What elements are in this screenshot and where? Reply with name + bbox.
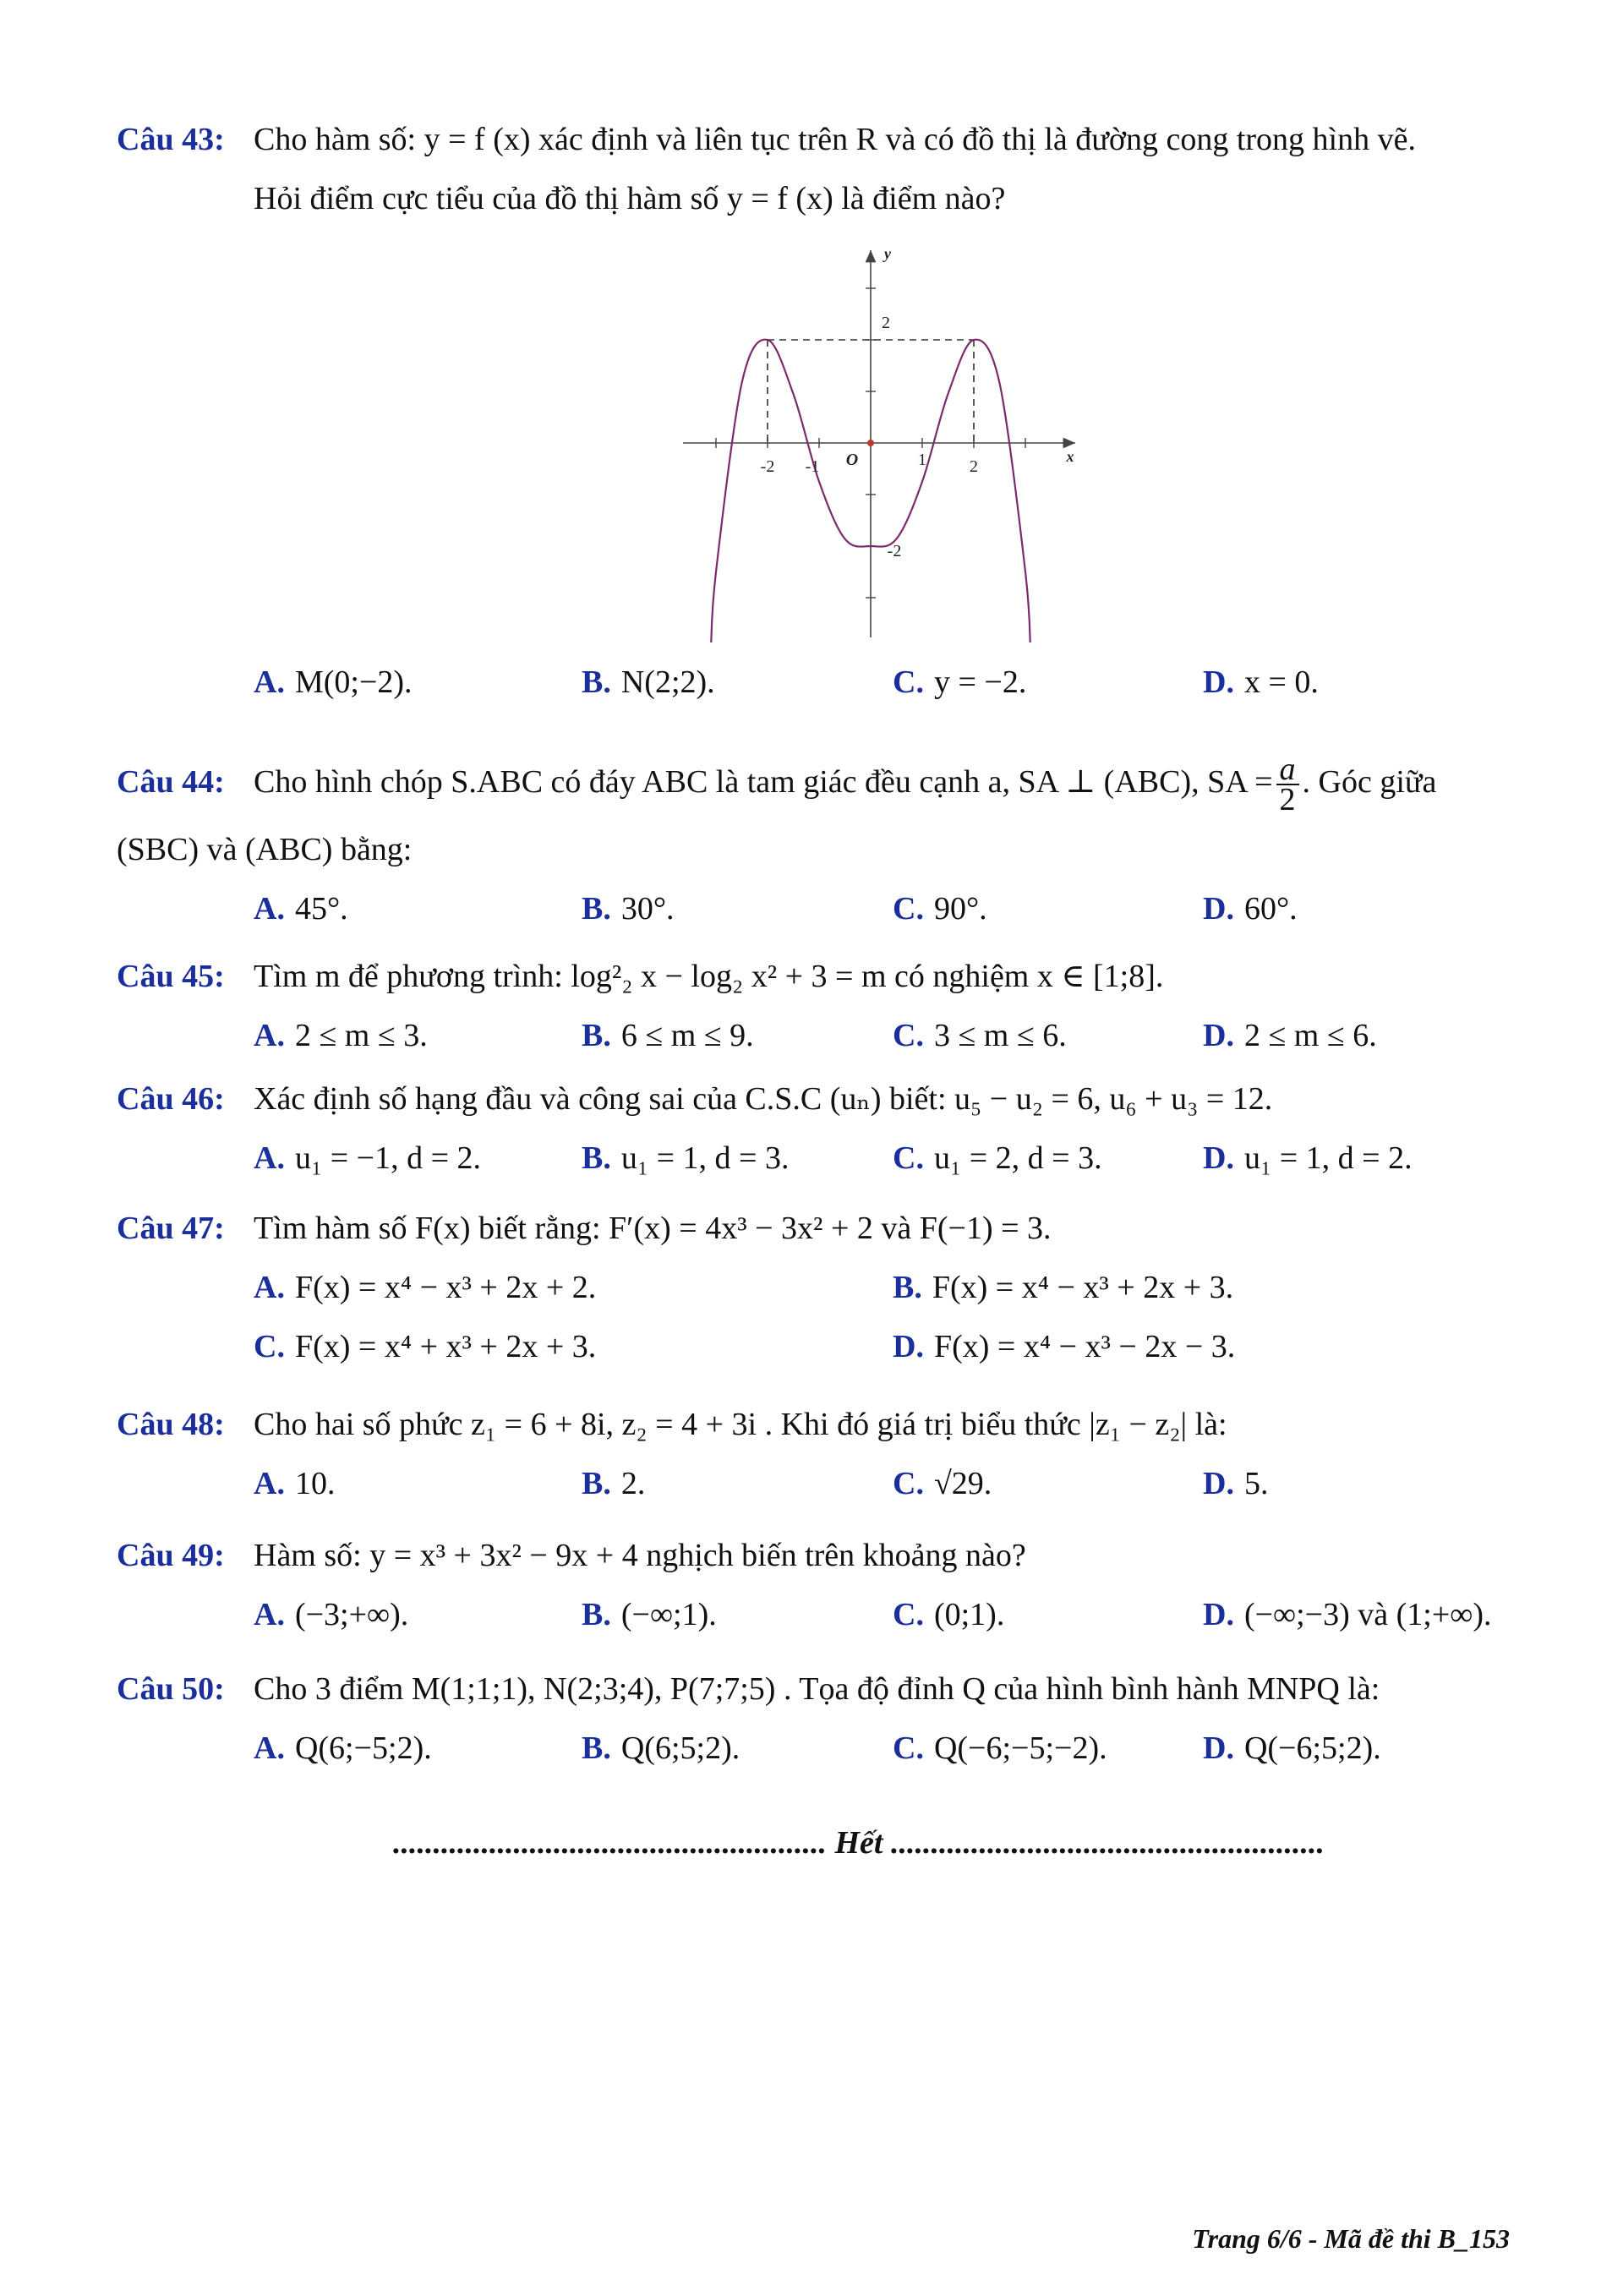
option-text: Q(6;−5;2). [294,1730,432,1766]
option-b[interactable] [582,1585,717,1644]
option-letter: D. [1203,1730,1234,1766]
question-line [117,947,1520,1006]
options-row [117,1585,1520,1644]
option-c[interactable] [893,879,987,938]
option-text: N(2;2). [620,664,715,700]
option-letter: B. [582,664,611,700]
question-text: Tìm m để phương trình: log²₂ x − log₂ x² + 3 = m có nghiệm x ∈ [1;8]. [254,959,1164,994]
option-d[interactable] [1203,1719,1381,1778]
question-line [117,1395,1520,1454]
question-line [117,1069,1520,1129]
question-43 [117,110,1520,228]
question-label: Câu 49: [117,1538,225,1573]
question-line [117,820,1520,879]
option-c[interactable] [893,1454,992,1513]
option-a[interactable] [254,1129,481,1188]
option-text: 2 ≤ m ≤ 6. [1243,1018,1377,1053]
question-43-options [117,653,1520,712]
fraction [1276,752,1299,818]
option-text: u₁ = −1, d = 2. [294,1140,481,1176]
question-label: Câu 48: [117,1407,225,1442]
option-b[interactable] [582,1719,740,1778]
option-text: M(0;−2). [294,664,413,700]
question-50 [117,1659,1520,1778]
option-letter: B. [582,1466,611,1501]
question-text: Cho hàm số: y = f (x) xác định và liên tục trên R và có đồ thị là đường cong trong hình vẽ. [254,122,1416,157]
option-c[interactable] [893,1585,1004,1644]
question-text: Xác định số hạng đầu và công sai của C.S.C (uₙ) biết: u₅ − u₂ = 6, u₆ + u₃ = 12. [254,1081,1273,1117]
option-b[interactable] [582,1129,789,1188]
option-text: 90°. [933,891,987,927]
option-a[interactable] [254,1454,335,1513]
option-d[interactable] [1203,1454,1268,1513]
option-letter: D. [1203,891,1234,927]
option-text: (−∞;−3) và (1;+∞). [1243,1597,1492,1632]
option-letter: A. [254,891,285,927]
question-label: Câu 44: [117,764,225,800]
option-letter: B. [893,1270,922,1305]
options-row [117,1129,1520,1188]
option-b[interactable] [582,879,675,938]
option-text: 30°. [620,891,675,927]
options-row [117,879,1520,938]
question-44 [117,744,1520,938]
option-text: Q(−6;−5;−2). [933,1730,1107,1766]
option-c[interactable] [893,1719,1107,1778]
option-d[interactable] [893,1317,1235,1376]
options-row [117,653,1520,712]
question-text: Cho 3 điểm M(1;1;1), N(2;3;4), P(7;7;5) . Tọa độ đỉnh Q của hình bình hành MNPQ là: [254,1671,1380,1707]
option-letter: C. [893,891,924,927]
options-row [117,1258,1520,1317]
option-a[interactable] [254,1585,408,1644]
option-letter: A. [254,664,285,700]
option-a[interactable] [254,1258,596,1317]
option-letter: B. [582,1597,611,1632]
option-text: 45°. [294,891,348,927]
option-text: u₁ = 1, d = 3. [620,1140,790,1176]
option-letter: C. [893,1730,924,1766]
question-text: Cho hai số phức z₁ = 6 + 8i, z₂ = 4 + 3i . Khi đó giá trị biểu thức |z₁ − z₂| là: [254,1407,1227,1442]
option-letter: C. [254,1329,285,1364]
option-text: F(x) = x⁴ + x³ + 2x + 3. [294,1329,597,1364]
question-line [117,1526,1520,1585]
option-text: 10. [294,1466,336,1501]
option-text: (−∞;1). [620,1597,717,1632]
x-axis-label: x [1066,448,1074,465]
option-a[interactable] [254,879,348,938]
option-letter: A. [254,1270,285,1305]
question-label: Câu 43: [117,122,225,157]
option-text: 2. [620,1466,646,1501]
question-line [117,110,1520,169]
option-d[interactable] [1203,653,1319,712]
function-graph [676,245,1082,642]
question-label: Câu 50: [117,1671,225,1707]
option-text: x = 0. [1243,664,1319,700]
option-letter: D. [1203,664,1234,700]
question-label: Câu 46: [117,1081,225,1117]
option-text: (0;1). [933,1597,1005,1632]
options-row [117,1454,1520,1513]
option-text: u₁ = 2, d = 3. [933,1140,1102,1176]
options-row [117,1719,1520,1778]
option-text: F(x) = x⁴ − x³ + 2x + 3. [932,1270,1234,1305]
question-text: (SBC) và (ABC) bằng: [117,832,413,867]
question-47 [117,1199,1520,1376]
option-letter: D. [1203,1018,1234,1053]
y-tick-label: -2 [887,542,902,560]
fraction-denominator: 2 [1279,782,1296,818]
question-45 [117,947,1520,1065]
option-text: y = −2. [933,664,1027,700]
x-tick-label: 1 [918,451,926,469]
option-letter: C. [893,1140,924,1176]
question-line [117,1659,1520,1719]
option-c[interactable] [893,653,1026,712]
option-letter: B. [582,891,611,927]
page-footer: Trang 6/6 - Mã đề thi B_153 [1192,2223,1510,2254]
fraction-numerator: a [1276,755,1299,785]
option-text: 5. [1243,1466,1269,1501]
option-b[interactable] [582,1454,645,1513]
option-text: u₁ = 1, d = 2. [1243,1140,1413,1176]
option-text: F(x) = x⁴ − x³ − 2x − 3. [933,1329,1236,1364]
x-tick-label: -1 [805,457,820,476]
x-tick-label: -2 [760,457,775,476]
question-text-part: Cho hình chóp S.ABC có đáy ABC là tam giác đều cạnh a, SA ⊥ (ABC), SA = [254,764,1273,800]
origin-point [867,440,874,446]
y-axis-label: y [884,245,891,262]
question-line [117,744,1520,820]
option-b[interactable] [582,1006,754,1065]
x-tick-label: 2 [970,457,978,476]
origin-label: O [845,451,859,469]
option-letter: D. [1203,1140,1234,1176]
question-label: Câu 45: [117,959,225,994]
y-tick-label: 2 [882,314,890,332]
option-letter: B. [582,1018,611,1053]
option-text: 6 ≤ m ≤ 9. [620,1018,754,1053]
option-letter: C. [893,1466,924,1501]
question-text: Tìm hàm số F(x) biết rằng: F′(x) = 4x³ − 3x² + 2 và F(−1) = 3. [254,1211,1052,1246]
question-text [254,744,1436,820]
option-letter: C. [893,1597,924,1632]
option-b[interactable] [893,1258,1233,1317]
option-letter: A. [254,1597,285,1632]
option-letter: C. [893,1018,924,1053]
question-49 [117,1526,1520,1644]
question-text: Hỏi điểm cực tiểu của đồ thị hàm số y = f (x) là điểm nào? [254,181,1006,216]
option-letter: D. [1203,1466,1234,1501]
option-a[interactable] [254,1006,428,1065]
option-letter: D. [1203,1597,1234,1632]
question-line [117,169,1520,228]
option-d[interactable] [1203,1129,1413,1188]
option-letter: B. [582,1140,611,1176]
option-letter: B. [582,1730,611,1766]
option-text: Q(6;5;2). [620,1730,740,1766]
option-a[interactable] [254,653,413,712]
option-b[interactable] [582,653,715,712]
option-text: 3 ≤ m ≤ 6. [933,1018,1067,1053]
option-letter: C. [893,664,924,700]
option-text: √29. [933,1466,992,1501]
option-text: F(x) = x⁴ − x³ + 2x + 2. [294,1270,597,1305]
question-48 [117,1395,1520,1513]
option-a[interactable] [254,1719,432,1778]
option-letter: A. [254,1466,285,1501]
question-text-part: . Góc giữa [1302,764,1437,800]
option-letter: A. [254,1018,285,1053]
option-text: Q(−6;5;2). [1243,1730,1381,1766]
option-d[interactable] [1203,879,1298,938]
question-text: Hàm số: y = x³ + 3x² − 9x + 4 nghịch biến trên khoảng nào? [254,1538,1026,1573]
option-c[interactable] [254,1317,596,1376]
option-letter: D. [893,1329,924,1364]
option-d[interactable] [1203,1585,1492,1644]
option-letter: A. [254,1140,285,1176]
option-text: 60°. [1243,891,1298,927]
option-d[interactable] [1203,1006,1377,1065]
option-c[interactable] [893,1006,1067,1065]
option-c[interactable] [893,1129,1102,1188]
option-letter: A. [254,1730,285,1766]
options-row [117,1317,1520,1376]
question-line [117,1199,1520,1258]
option-text: (−3;+∞). [294,1597,409,1632]
option-text: 2 ≤ m ≤ 3. [294,1018,428,1053]
question-label: Câu 47: [117,1211,225,1246]
options-row [117,1006,1520,1065]
end-marker: ...................................................... Hết ...................................................... [393,1825,1325,1861]
question-46 [117,1069,1520,1188]
